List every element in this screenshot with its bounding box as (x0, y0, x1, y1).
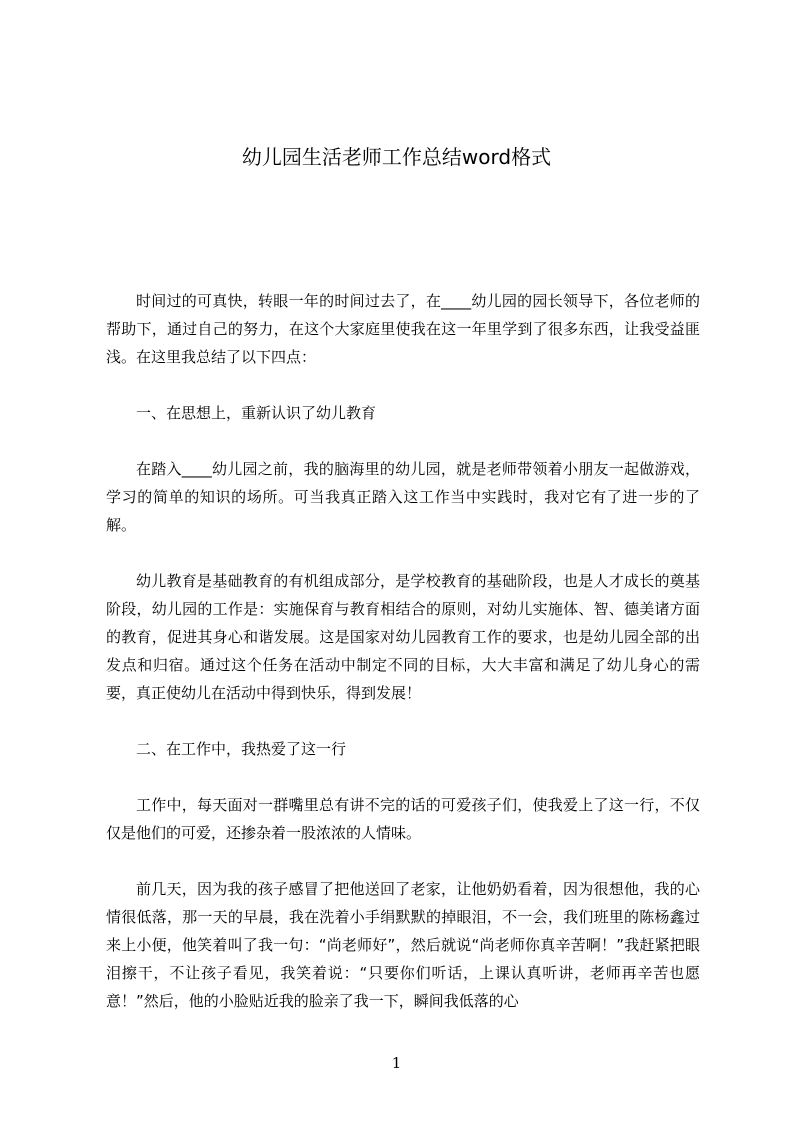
document-body (106, 287, 700, 1043)
paragraph: 前几天，因为我的孩子感冒了把他送回了老家，让他奶奶看着，因为很想他，我的心情很低落，那一天的早晨，我在洗着小手绢默默的掉眼泪，不一会，我们班里的陈杨鑫过来上小便，他笑着叫了我一句：“尚老师好”，然后就说“尚老师你真辛苦啊！”我赶紧把眼泪擦干，不让孩子看见，我笑着说：“只要你们听话，上课认真听讲，老师再辛苦也愿意！”然后，他的小脸贴近我的脸亲了我一下，瞬间我低落的心 (106, 880, 700, 1010)
paragraph: 在踏入____幼儿园之前，我的脑海里的幼儿园，就是老师带领着小朋友一起做游戏，学习的简单的知识的场所。可当我真正踏入这工作当中实践时，我对它有了进一步的了解。 (106, 460, 700, 534)
page-number: 1 (391, 1054, 402, 1072)
paragraph: 时间过的可真快，转眼一年的时间过去了，在____幼儿园的园长领导下，各位老师的帮助下，通过自己的努力，在这个大家庭里使我在这一年里学到了很多东西，让我受益匪浅。在这里我总结了以下四点： (106, 292, 700, 366)
section-heading: 一、在思想上，重新认识了幼儿教育 (136, 404, 377, 422)
section-heading: 二、在工作中，我热爱了这一行 (136, 740, 347, 758)
document-title: 幼儿园生活老师工作总结word格式 (241, 145, 552, 169)
paragraph: 工作中，每天面对一群嘴里总有讲不完的话的可爱孩子们，使我爱上了这一行，不仅仅是他们的可爱，还掺杂着一股浓浓的人情味。 (106, 796, 700, 842)
paragraph: 幼儿教育是基础教育的有机组成部分，是学校教育的基础阶段，也是人才成长的奠基阶段，幼儿园的工作是：实施保育与教育相结合的原则，对幼儿实施体、智、德美诸方面的教育，促进其身心和谐发展。这是国家对幼儿园教育工作的要求，也是幼儿园全部的出发点和归宿。通过这个任务在活动中制定不同的目标，大大丰富和满足了幼儿身心的需要，真正使幼儿在活动中得到快乐，得到发展！ (106, 572, 700, 702)
